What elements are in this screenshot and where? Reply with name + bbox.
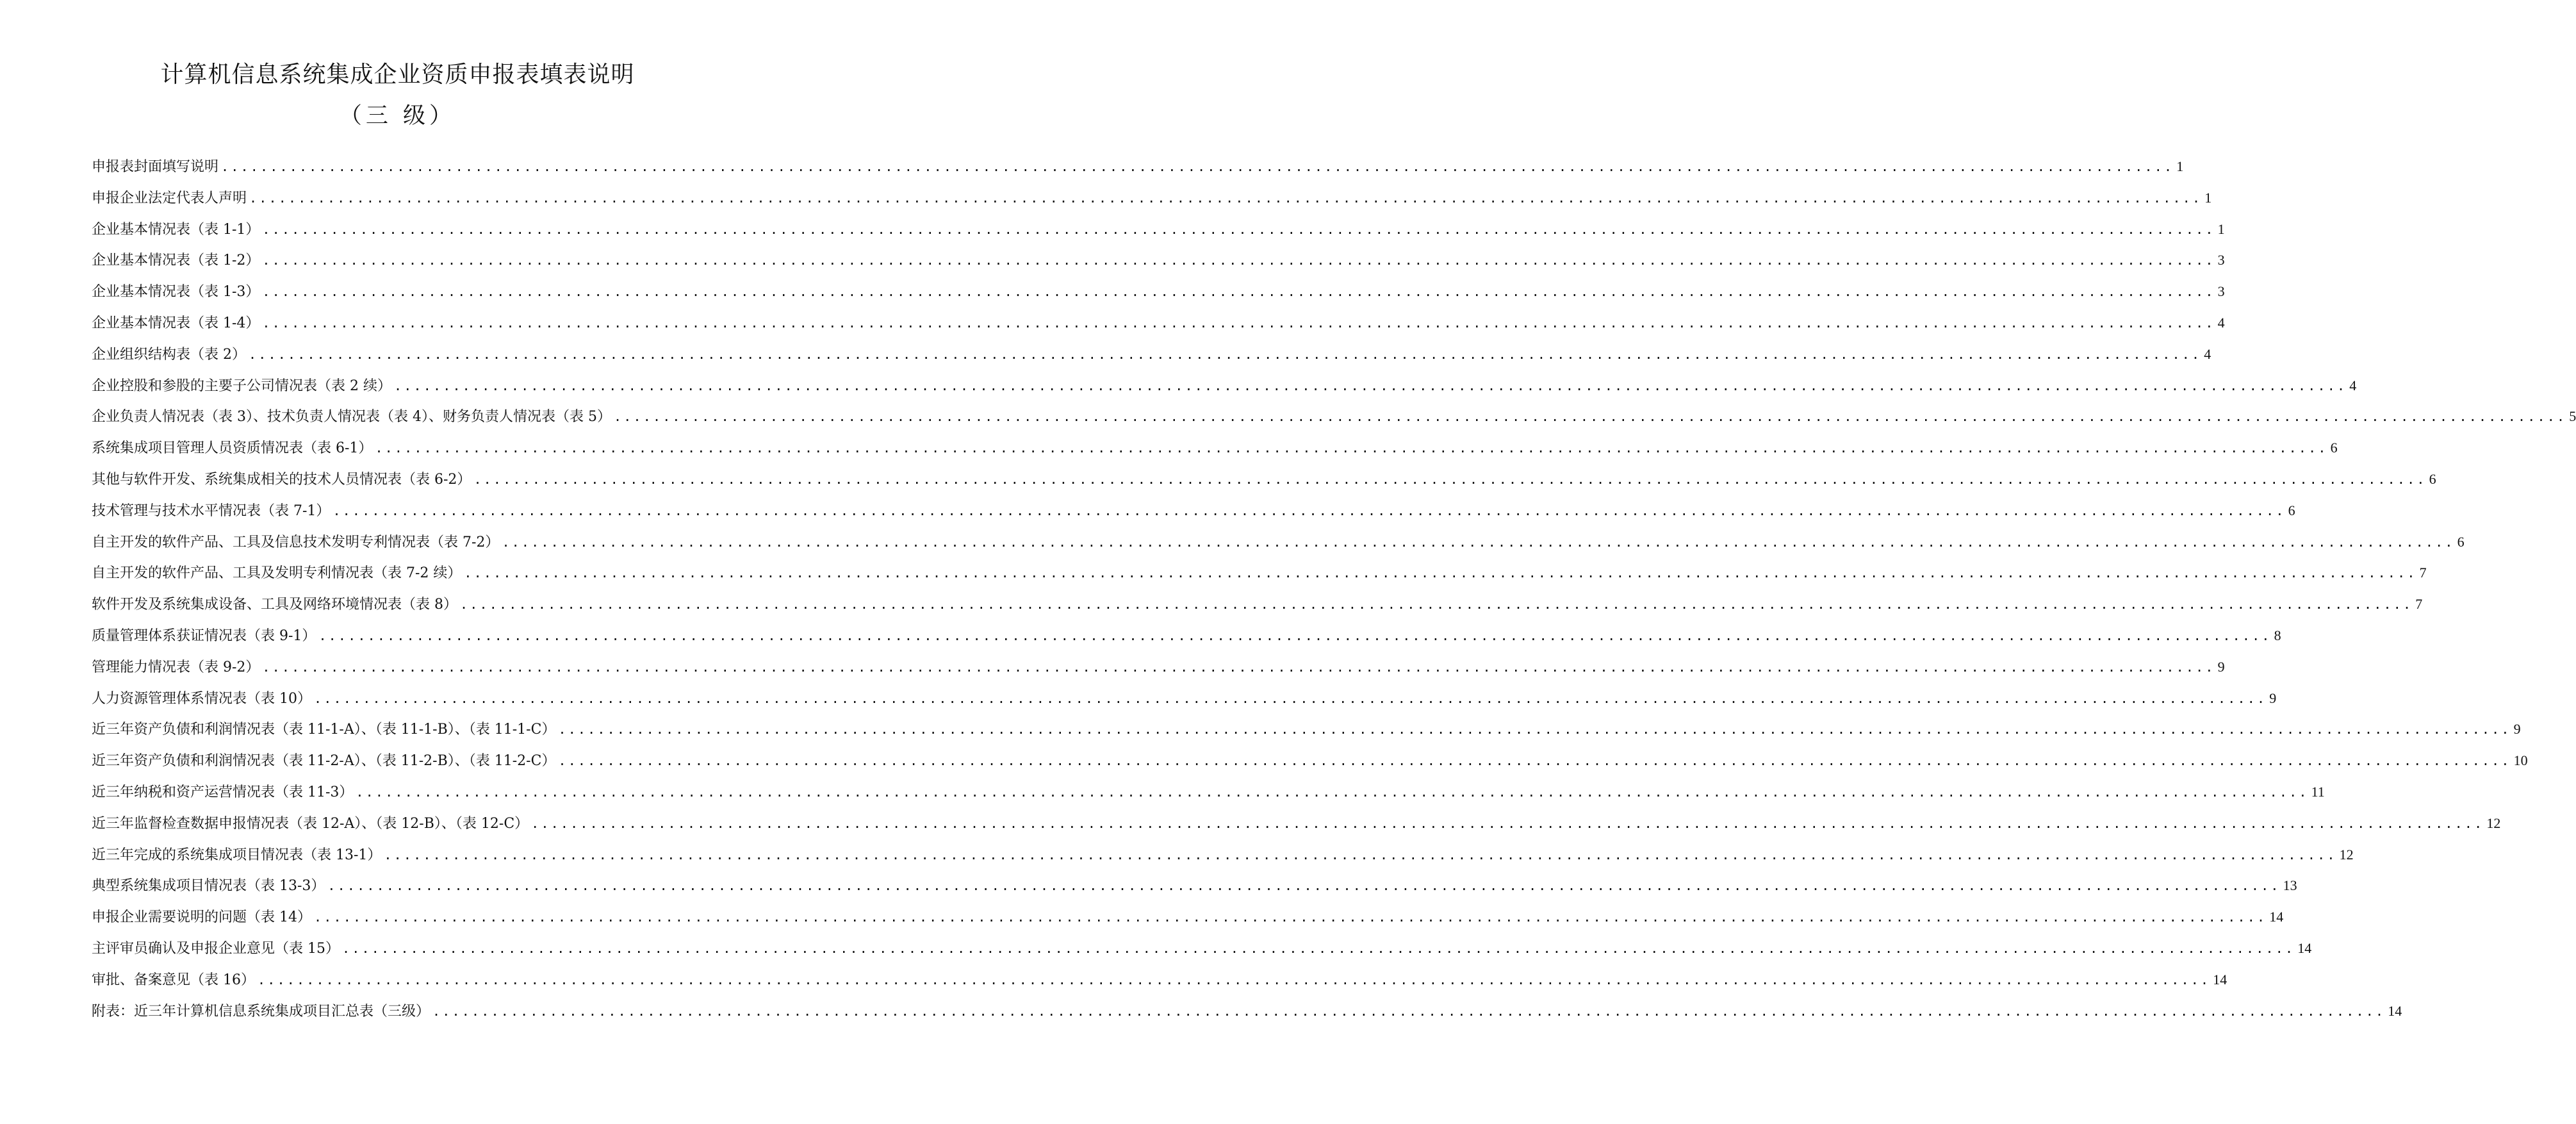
toc-entry-title: 申报企业法定代表人声明 [92, 190, 247, 206]
toc-entry-page-number: 1 [2217, 220, 2225, 237]
toc-entry-title: 近三年监督检查数据申报情况表（表 12-A）、（表 12-B）、（表 12-C） [92, 815, 529, 832]
toc-leader-dots: ........................................................................................................................................................................................................ [531, 815, 2484, 831]
toc-entry-page-number: 6 [2457, 533, 2465, 550]
toc-entry[interactable] [92, 375, 2357, 406]
toc-leader-dots: ........................................................................................................................................................................................................ [502, 534, 2455, 550]
toc-entry-title: 企业组织结构表（表 2） [92, 346, 246, 363]
toc-entry[interactable] [92, 249, 2225, 281]
toc-entry[interactable] [92, 312, 2225, 343]
toc-entry-title: 附表：近三年计算机信息系统集成项目汇总表（三级） [92, 1003, 431, 1020]
toc-leader-dots: ........................................................................................................................................................................................................ [262, 252, 2215, 269]
toc-entry-page-number: 10 [2513, 752, 2528, 769]
toc-entry[interactable] [92, 343, 2211, 375]
toc-entry-title: 企业基本情况表（表 1-1） [92, 221, 260, 238]
toc-entry[interactable] [92, 531, 2465, 563]
toc-entry[interactable] [92, 656, 2225, 688]
toc-entry[interactable] [92, 562, 2427, 593]
toc-entry-page-number: 4 [2349, 377, 2357, 393]
toc-entry[interactable] [92, 938, 2312, 969]
toc-leader-dots: ........................................................................................................................................................................................................ [249, 190, 2203, 206]
toc-leader-dots: ........................................................................................................................................................................................................ [258, 971, 2211, 988]
toc-entry-page-number: 4 [2217, 314, 2225, 331]
toc-entry-title: 管理能力情况表（表 9-2） [92, 659, 260, 675]
toc-entry-title: 申报表封面填写说明 [92, 159, 219, 175]
toc-entry-page-number: 9 [2513, 721, 2521, 738]
toc-entry-title: 人力资源管理体系情况表（表 10） [92, 690, 311, 707]
toc-entry[interactable] [92, 281, 2225, 312]
toc-entry-title: 企业控股和参股的主要子公司情况表（表 2 续） [92, 377, 391, 394]
toc-entry-title: 审批、备案意见（表 16） [92, 971, 255, 988]
toc-leader-dots: ........................................................................................................................................................................................................ [262, 284, 2215, 300]
toc-entry-page-number: 14 [2388, 1002, 2402, 1019]
toc-entry-page-number: 14 [2213, 971, 2227, 988]
toc-leader-dots: ........................................................................................................................................................................................................ [384, 847, 2337, 863]
toc-entry-title: 自主开发的软件产品、工具及信息技术发明专利情况表（表 7-2） [92, 534, 500, 550]
toc-entry-page-number: 7 [2419, 565, 2427, 581]
toc-entry[interactable] [92, 437, 2338, 468]
toc-leader-dots: ........................................................................................................................................................................................................ [464, 565, 2417, 581]
toc-entry[interactable] [92, 718, 2521, 750]
toc-entry[interactable] [92, 156, 2184, 187]
toc-entry-page-number: 12 [2339, 846, 2354, 863]
table-of-contents [92, 156, 2576, 1031]
toc-leader-dots: ........................................................................................................................................................................................................ [432, 1003, 2386, 1019]
toc-leader-dots: ........................................................................................................................................................................................................ [221, 159, 2174, 174]
toc-leader-dots: ........................................................................................................................................................................................................ [356, 784, 2309, 800]
toc-entry[interactable] [92, 844, 2354, 875]
toc-leader-dots: ........................................................................................................................................................................................................ [558, 722, 2511, 738]
toc-entry-page-number: 14 [2297, 939, 2312, 956]
toc-entry-title: 自主开发的软件产品、工具及发明专利情况表（表 7-2 续） [92, 565, 462, 582]
toc-entry-page-number: 3 [2217, 283, 2225, 300]
toc-leader-dots: ........................................................................................................................................................................................................ [460, 597, 2413, 613]
toc-leader-dots: ........................................................................................................................................................................................................ [342, 940, 2295, 956]
toc-entry-page-number: 6 [2429, 470, 2436, 487]
toc-entry-title: 企业负责人情况表（表 3）、技术负责人情况表（表 4）、财务负责人情况表（表 5） [92, 409, 611, 426]
toc-entry-page-number: 8 [2274, 627, 2281, 643]
toc-entry[interactable] [92, 906, 2284, 938]
toc-entry-page-number: 5 [2569, 408, 2576, 425]
toc-leader-dots: ........................................................................................................................................................................................................ [558, 753, 2511, 769]
toc-entry-title: 近三年资产负债和利润情况表（表 11-1-A）、（表 11-1-B）、（表 11-1-C） [92, 722, 556, 738]
toc-entry[interactable] [92, 1000, 2402, 1032]
document-title: 计算机信息系统集成企业资质申报表填表说明 [160, 62, 635, 88]
toc-entry[interactable] [92, 593, 2423, 625]
toc-entry-title: 主评审员确认及申报企业意见（表 15） [92, 940, 340, 957]
toc-entry[interactable] [92, 406, 2576, 437]
toc-entry-page-number: 14 [2269, 909, 2284, 925]
toc-entry-title: 企业基本情况表（表 1-2） [92, 252, 260, 269]
toc-entry-title: 近三年资产负债和利润情况表（表 11-2-A）、（表 11-2-B）、（表 11-2-C） [92, 753, 556, 770]
toc-leader-dots: ........................................................................................................................................................................................................ [394, 377, 2347, 393]
toc-entry[interactable] [92, 625, 2281, 656]
toc-leader-dots: ........................................................................................................................................................................................................ [613, 409, 2567, 425]
toc-entry-page-number: 9 [2269, 690, 2277, 706]
toc-entry-title: 典型系统集成项目情况表（表 13-3） [92, 878, 325, 895]
toc-entry-title: 近三年完成的系统集成项目情况表（表 13-1） [92, 847, 382, 863]
toc-entry-page-number: 1 [2204, 189, 2212, 206]
toc-entry[interactable] [92, 219, 2225, 250]
toc-entry-page-number: 12 [2486, 814, 2501, 831]
toc-leader-dots: ........................................................................................................................................................................................................ [473, 471, 2427, 487]
toc-entry[interactable] [92, 500, 2295, 531]
toc-entry-title: 系统集成项目管理人员资质情况表（表 6-1） [92, 440, 373, 457]
toc-leader-dots: ........................................................................................................................................................................................................ [249, 346, 2202, 362]
toc-entry[interactable] [92, 688, 2277, 719]
toc-entry-page-number: 6 [2288, 502, 2295, 518]
toc-entry[interactable] [92, 969, 2227, 1000]
toc-entry[interactable] [92, 813, 2501, 844]
document-subtitle: （三 级） [339, 103, 456, 129]
toc-entry[interactable] [92, 750, 2528, 781]
toc-entry-title: 申报企业需要说明的问题（表 14） [92, 909, 311, 926]
toc-entry-title: 质量管理体系获证情况表（表 9-1） [92, 627, 316, 644]
toc-entry-title: 技术管理与技术水平情况表（表 7-1） [92, 502, 331, 519]
toc-entry[interactable] [92, 781, 2325, 813]
toc-entry-page-number: 6 [2330, 440, 2338, 456]
toc-leader-dots: ........................................................................................................................................................................................................ [262, 659, 2215, 675]
toc-entry-page-number: 3 [2217, 252, 2225, 269]
toc-leader-dots: ........................................................................................................................................................................................................ [332, 502, 2286, 518]
toc-entry-title: 近三年纳税和资产运营情况表（表 11-3） [92, 784, 354, 800]
toc-entry-page-number: 11 [2311, 783, 2325, 800]
toc-entry[interactable] [92, 187, 2212, 219]
toc-entry-title: 企业基本情况表（表 1-4） [92, 315, 260, 331]
toc-entry-page-number: 9 [2217, 658, 2225, 675]
toc-entry-page-number: 13 [2283, 877, 2297, 894]
toc-leader-dots: ........................................................................................................................................................................................................ [375, 440, 2328, 456]
toc-entry-title: 其他与软件开发、系统集成相关的技术人员情况表（表 6-2） [92, 471, 472, 488]
toc-entry-page-number: 1 [2176, 158, 2184, 174]
toc-entry-page-number: 7 [2415, 596, 2423, 613]
toc-entry-page-number: 4 [2204, 345, 2211, 362]
toc-leader-dots: ........................................................................................................................................................................................................ [262, 315, 2215, 331]
toc-leader-dots: ........................................................................................................................................................................................................ [314, 690, 2267, 706]
toc-entry[interactable] [92, 468, 2436, 500]
toc-entry[interactable] [92, 875, 2297, 906]
toc-leader-dots: ........................................................................................................................................................................................................ [262, 221, 2215, 237]
toc-leader-dots: ........................................................................................................................................................................................................ [314, 909, 2267, 925]
toc-entry-title: 企业基本情况表（表 1-3） [92, 284, 260, 301]
toc-entry-title: 软件开发及系统集成设备、工具及网络环境情况表（表 8） [92, 597, 457, 613]
toc-leader-dots: ........................................................................................................................................................................................................ [327, 878, 2281, 894]
toc-leader-dots: ........................................................................................................................................................................................................ [318, 627, 2272, 643]
